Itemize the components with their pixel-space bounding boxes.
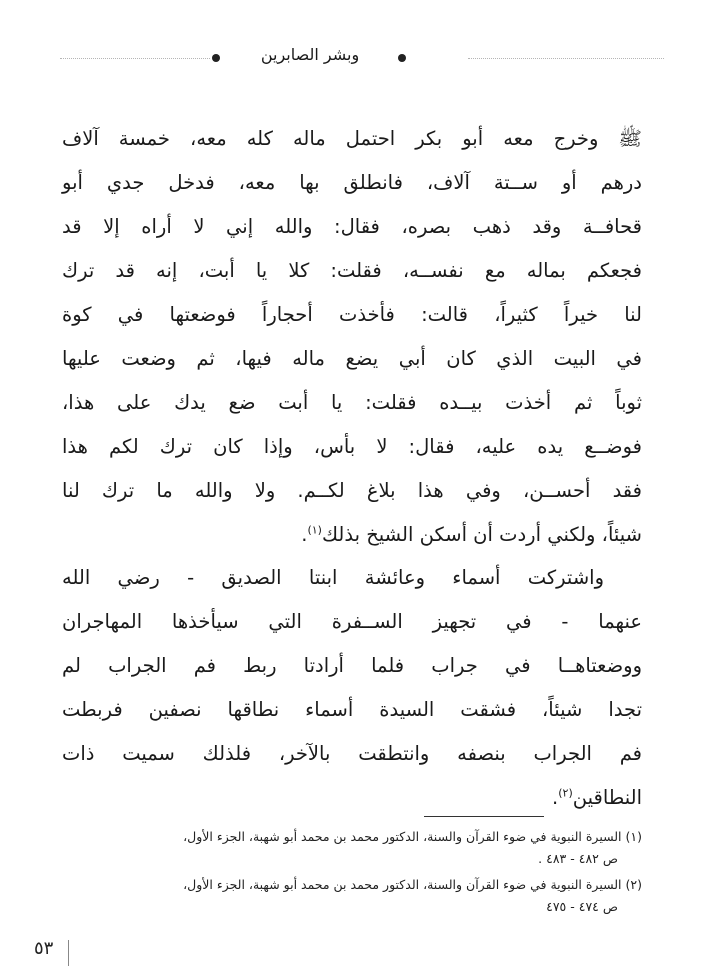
header-rule-left	[60, 58, 210, 59]
page-number: ٥٣	[34, 938, 54, 959]
paragraph-line: واشتركت أسماء وعائشة ابنتا الصديق - رضي الله	[62, 566, 604, 589]
sentence-end: .	[301, 523, 308, 546]
paragraph-line: قحافــة وقد ذهب بصره، فقال: والله إني لا أراه إلا قد	[62, 215, 642, 238]
header-ornament-dot-left	[212, 54, 220, 62]
paragraph-line-text: شيئاً، ولكني أردت أن أسكن الشيخ بذلك	[321, 523, 642, 546]
paragraph-2	[62, 556, 642, 820]
footnote-1	[62, 826, 642, 870]
footnote-2	[62, 874, 642, 918]
paragraph-line: فم الجراب بنصفه وانتطقت بالآخر، فلذلك سميت ذات	[62, 742, 642, 765]
footnote-pages: ص ٤٧٤ - ٤٧٥	[546, 899, 618, 914]
paragraph-line: ﷺ وخرج معه أبو بكر احتمل ماله كله معه، خمسة آلاف	[62, 127, 642, 150]
footnote-pages: ص ٤٨٢ - ٤٨٣ .	[538, 851, 618, 866]
header-ornament-dot-right	[398, 54, 406, 62]
paragraph-line: ثوباً ثم أخذت بيــده فقلت: يا أبت ضع يدك على هذا،	[62, 391, 642, 414]
footnotes	[62, 826, 642, 922]
paragraph-last-line	[62, 513, 642, 557]
footnote-text: (١) السيرة النبوية في ضوء القرآن والسنة، الدكتور محمد بن محمد أبو شهبة، الجزء الأول،	[183, 829, 642, 844]
paragraph-line: ووضعتاهــا في جراب فلما أرادتا ربط فم الجراب لم	[62, 654, 642, 677]
footnote-text: (٢) السيرة النبوية في ضوء القرآن والسنة، الدكتور محمد بن محمد أبو شهبة، الجزء الأول،	[183, 877, 642, 892]
running-header	[60, 44, 664, 74]
footnote-ref-2[interactable]: (٢)	[558, 786, 573, 800]
footnote-separator	[424, 816, 544, 817]
sentence-end: .	[552, 786, 559, 809]
page-number-divider	[68, 940, 69, 966]
header-rule-right	[468, 58, 664, 59]
footnote-ref-1[interactable]: (١)	[307, 523, 322, 537]
paragraph-line: فقد أحســن، وفي هذا بلاغ لكــم. ولا والله ما ترك لنا	[62, 479, 642, 502]
paragraph-line: لنا خيراً كثيراً، قالت: فأخذت أحجاراً فوضعتها في كوة	[62, 303, 642, 326]
paragraph-line: تجدا شيئاً، فشقت السيدة أسماء نطاقها نصفين فربطت	[62, 698, 642, 721]
paragraph-line: عنهما - في تجهيز الســفرة التي سيأخذها المهاجران	[62, 610, 642, 633]
paragraph-line: فجعكم بماله مع نفســه، فقلت: كلا يا أبت، إنه قد ترك	[62, 259, 642, 282]
paragraph-line: درهم أو ســتة آلاف، فانطلق بها معه، فدخل جدي أبو	[62, 171, 642, 194]
paragraph-last-line	[62, 776, 642, 820]
running-header-title: وبشر الصابرين	[260, 45, 360, 64]
paragraph-line: فوضــع يده عليه، فقال: لا بأس، وإذا كان ترك لكم هذا	[62, 435, 642, 458]
paragraph-line-text: النطاقين	[572, 786, 642, 809]
paragraph-line: في البيت الذي كان أبي يضع ماله فيها، ثم وضعت عليها	[62, 347, 642, 370]
paragraph-1	[62, 117, 642, 557]
